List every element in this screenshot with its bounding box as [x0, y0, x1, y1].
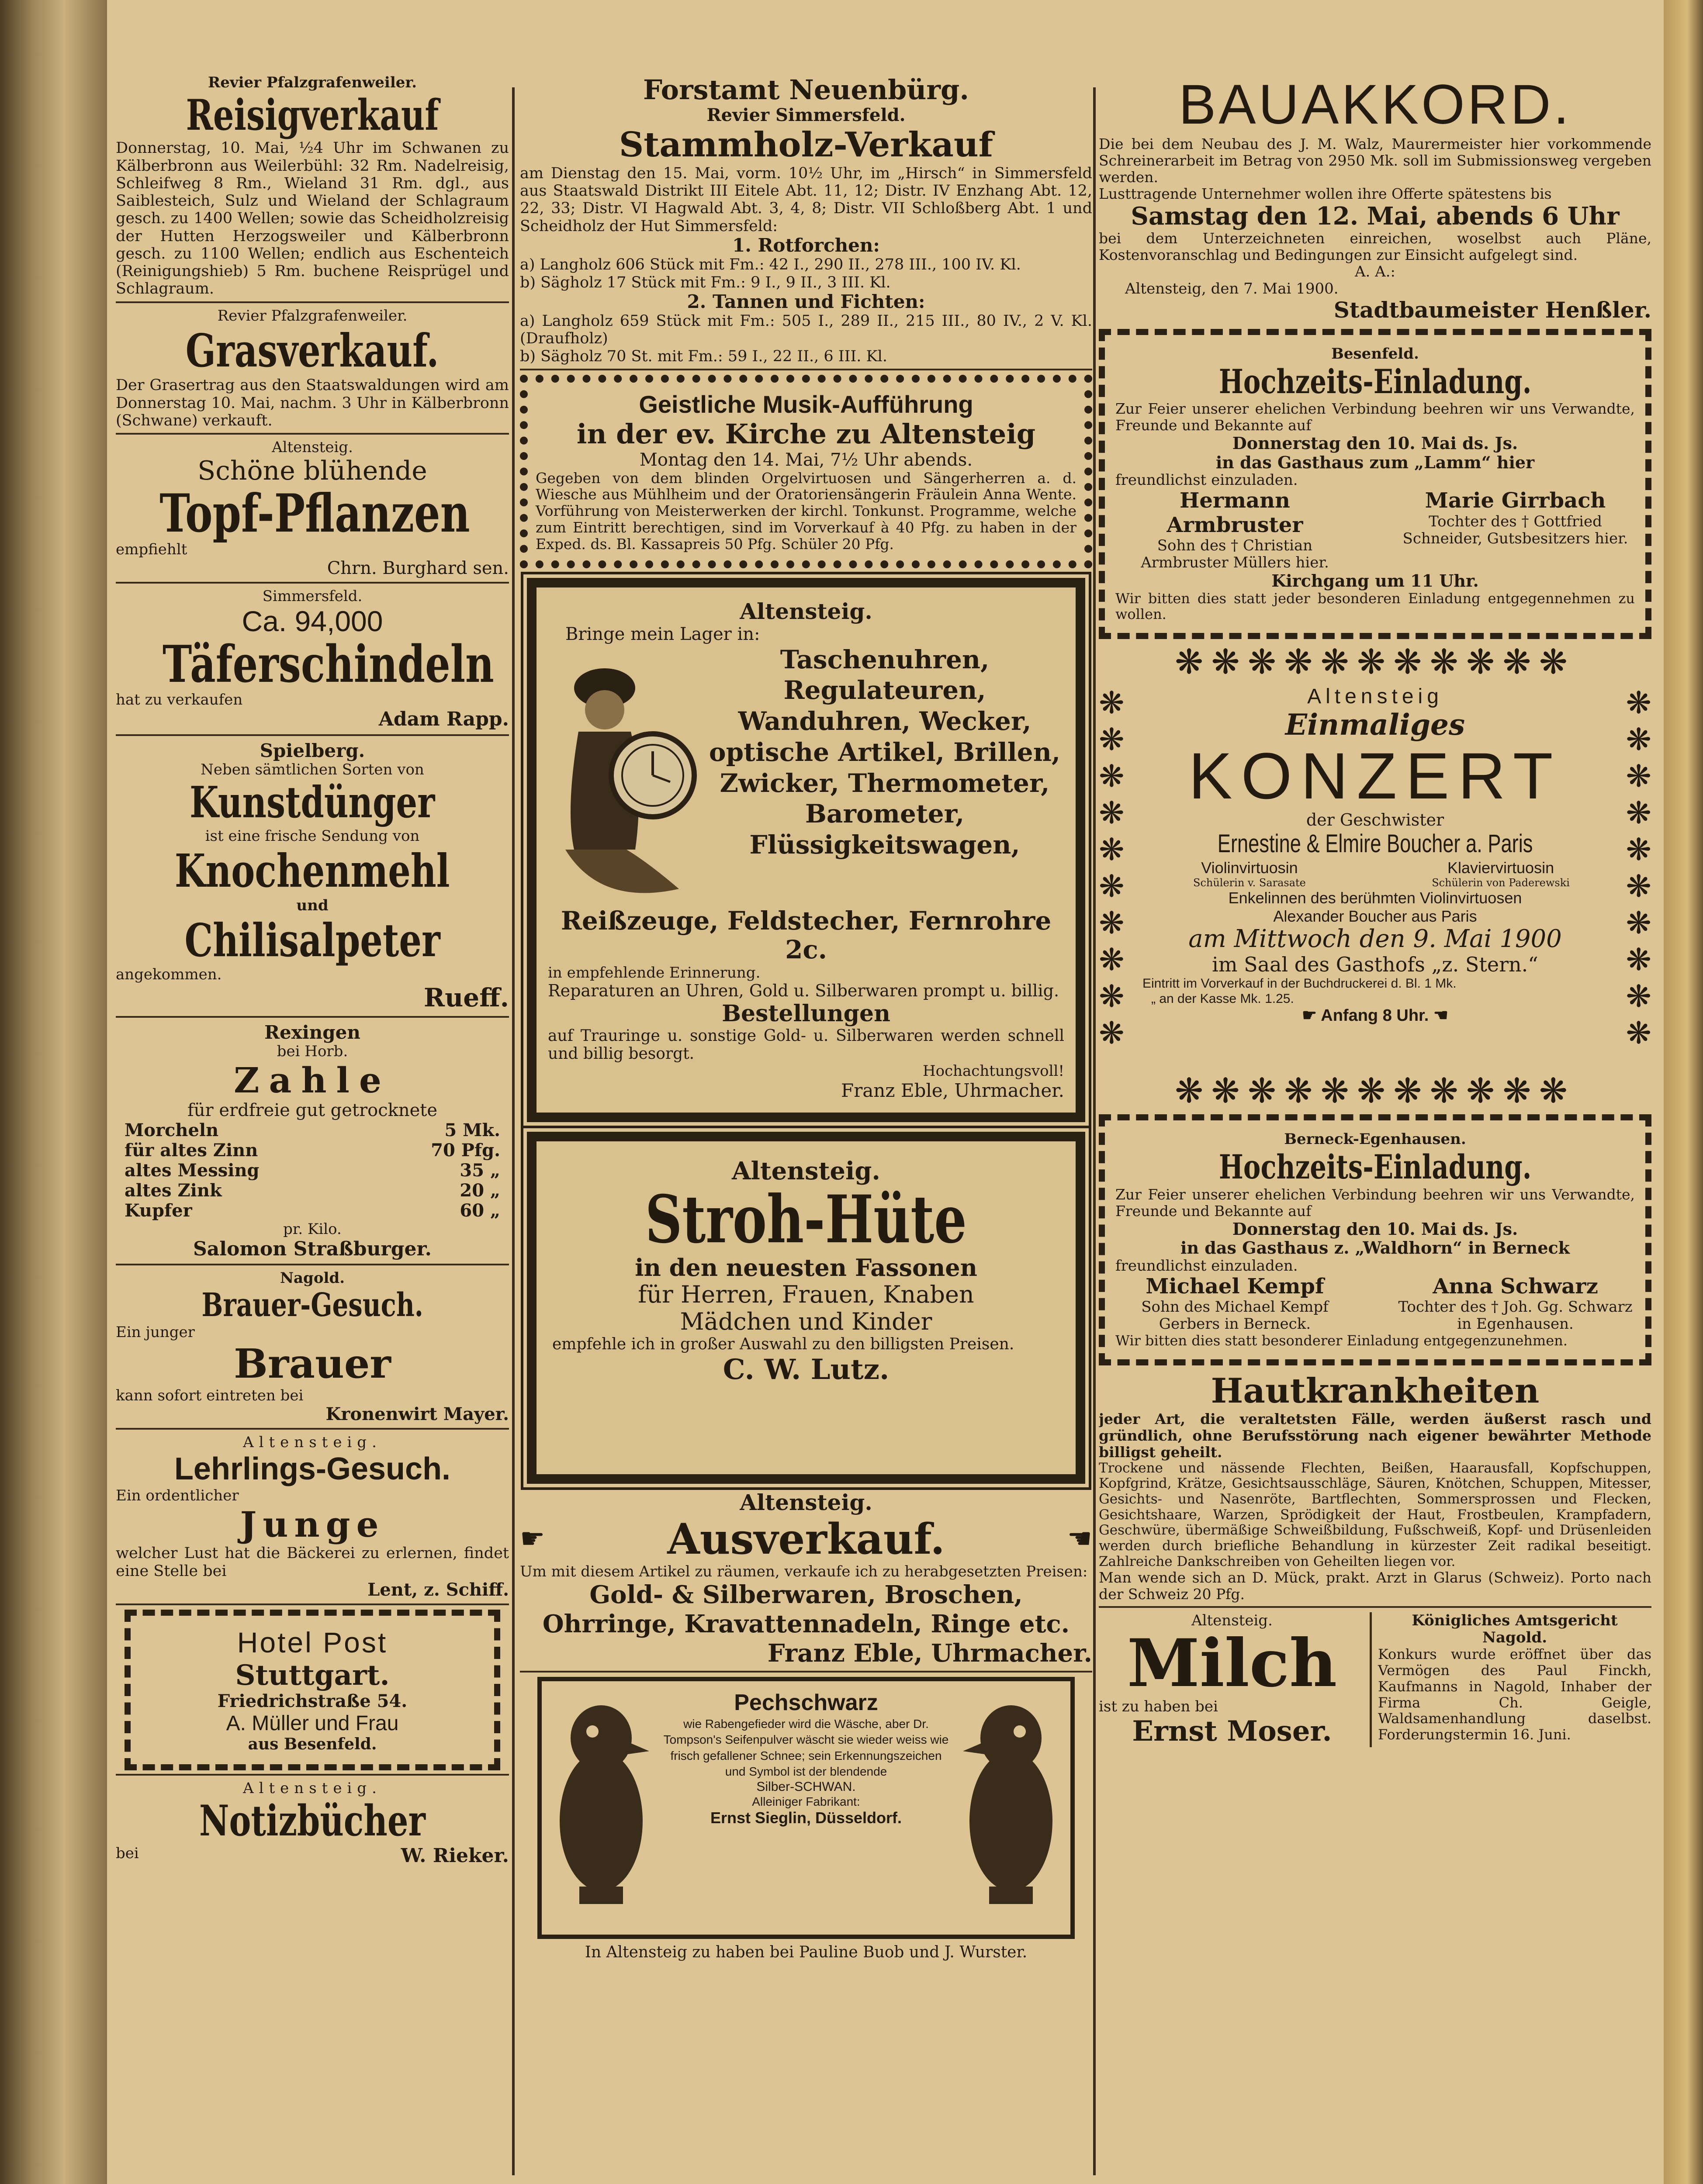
ad-title-2: Knochenmehl	[175, 844, 450, 898]
bride-info: Tochter des † Joh. Gg. Schwarz in Egenhausen.	[1398, 1298, 1633, 1333]
ad-line: Ein junger	[116, 1324, 195, 1341]
column-2	[520, 74, 1092, 2184]
ad-title-2: in der ev. Kirche zu Altensteig	[576, 418, 1036, 450]
ad-date: Montag den 14. Mai, 7½ Uhr abends.	[639, 449, 973, 470]
ad-header: Revier Pfalzgrafenweiler.	[217, 307, 408, 325]
bride-name: Anna Schwarz	[1433, 1274, 1598, 1299]
pointing-hand-left-icon: ☚	[1067, 1523, 1092, 1555]
ad-line: in den neuesten Fassonen	[635, 1254, 977, 1282]
ad-signature: Ernst Moser.	[1132, 1714, 1332, 1748]
ad-signature: Salomon Straßburger.	[193, 1237, 432, 1260]
ad-footer	[116, 1845, 509, 1867]
ad-line: b) Sägholz 70 St. mit Fm.: 59 I., 22 II., 6 III. Kl.	[520, 347, 887, 365]
ad-header: Altensteig	[1307, 685, 1443, 708]
ad-header: Altensteig.	[272, 439, 353, 456]
flower-border-right: ❋ ❋ ❋ ❋ ❋ ❋ ❋ ❋ ❋ ❋	[1626, 685, 1651, 1051]
ad-stroh-huete	[527, 1132, 1085, 1484]
ad-subtitle: Bestellungen	[722, 1000, 890, 1027]
ad-grasverkauf	[116, 308, 509, 429]
bride-name: Marie Girrbach	[1425, 488, 1606, 513]
ad-line: ist zu haben bei	[1099, 1697, 1218, 1715]
groom-info: Sohn des † Christian Armbruster Müllers hier.	[1141, 536, 1329, 571]
groom-info: Sohn des Michael Kempf Gerbers in Berneck.	[1141, 1298, 1329, 1333]
ad-sub: Einmaliges	[1285, 708, 1465, 742]
ad-header: Altensteig.	[740, 598, 872, 625]
price-value: 70 Pfg.	[431, 1140, 500, 1161]
price-row	[116, 1120, 509, 1140]
ad-title: Hochzeits-Einladung.	[1218, 1147, 1532, 1187]
artists-teachers	[1142, 877, 1608, 889]
pointing-hand-right-icon: ☛	[520, 1523, 545, 1555]
ad-signature: Chrn. Burghard sen.	[327, 558, 509, 579]
ad-main	[548, 644, 1064, 906]
ad-title: Kunstdünger	[190, 778, 435, 828]
couple	[1115, 489, 1635, 571]
ad-swan: Silber-SCHWAN.	[756, 1780, 856, 1794]
separator	[116, 1428, 509, 1430]
ad-hotel-post	[125, 1610, 500, 1770]
ad-line: auf Trauringe u. sonstige Gold- u. Silberwaren werden schnell und billig besorgt.	[548, 1026, 1064, 1063]
ad-price: Eintritt im Vorverkauf in der Buchdruckerei d. Bl. 1 Mk.	[1142, 976, 1457, 991]
bride-info: Tochter des † Gottfried Schneider, Gutsbesitzers hier.	[1402, 512, 1628, 547]
pointing-hand-left-icon: ☚	[1433, 1006, 1448, 1025]
ad-line: Bringe mein Lager in:	[565, 624, 760, 644]
ad-body: am Dienstag den 15. Mai, vorm. 10½ Uhr, im „Hirsch“ in Simmersfeld aus Staatswald Distrikt III Eitele Abt. 11, 12; Distr. IV Enzhang Abt. 12, 22, 33; Distr. VI Hagwald Abt. 3, 4, 8; Distr. VII Schloßberg Abt. 1 und Scheidholz der Hut Simmersfeld:	[520, 164, 1092, 235]
ad-line: Schöne blühende	[197, 456, 427, 487]
ad-origin: aus Besenfeld.	[248, 1735, 377, 1754]
ad-header: Altensteig.	[243, 1434, 382, 1451]
ad-title: Brauer-Gesuch.	[201, 1286, 423, 1324]
ad-title: Notizbücher	[199, 1796, 426, 1845]
ad-footer: In Altensteig zu haben bei Pauline Buob und J. Wurster.	[585, 1943, 1028, 1961]
book-spine-edge	[0, 0, 107, 2184]
ad-body: Gegeben von dem blinden Orgelvirtuosen und Sängerherren a. d. Wiesche aus Mühlheim und der Oratoriensängerin Fräulein Anna Wente. Vorführung von Meisterwerken der kirchl. Tonkunst. Programme, welche zum Eintritt berechtigen, sind im Vorverkauf à 40 Pfg. zu haben in der Exped. ds. Bl. Kassapreis 50 Pfg. Schüler 20 Pfg.	[536, 469, 1076, 553]
ad-note: Wir bitten dies statt besonderer Einladung entgegenzunehmen.	[1115, 1332, 1568, 1349]
column-rule-1	[512, 87, 515, 2175]
price-item: altes Zink	[125, 1180, 222, 1201]
ad-header: Revier Pfalzgrafenweiler.	[208, 74, 417, 91]
ad-line: pr. Kilo.	[283, 1220, 342, 1238]
price-row	[116, 1181, 509, 1201]
ad-kunstduenger	[116, 740, 509, 1013]
ad-items: Gold- & Silberwaren, Broschen, Ohrringe, Kravattennadeln, Ringe etc.	[542, 1580, 1070, 1639]
ad-date: am Mittwoch den 9. Mai 1900	[1188, 924, 1562, 953]
ad-milch	[1099, 1612, 1372, 1747]
price-item: Kupfer	[125, 1200, 192, 1221]
separator	[116, 1603, 509, 1605]
ad-line: für Herren, Frauen, Knaben	[638, 1281, 974, 1309]
ad-title: Zahle	[234, 1060, 391, 1101]
ad-title: Königliches Amtsgericht Nagold.	[1412, 1612, 1618, 1647]
ad-reisigverkauf	[116, 74, 509, 298]
separator	[116, 734, 509, 736]
price-list	[116, 1120, 509, 1221]
ad-lehrlings-gesuch	[116, 1434, 509, 1600]
groom-name: Hermann Armbruster	[1166, 488, 1303, 537]
ad-place: in das Gasthaus zum „Lamm“ hier	[1215, 452, 1535, 472]
ad-line: Ca. 94,000	[242, 605, 383, 638]
book-right-edge	[1664, 0, 1703, 2184]
ad-start	[1142, 1006, 1608, 1026]
ad-signature: Franz Eble, Uhrmacher.	[767, 1638, 1092, 1668]
woman-with-clock-illustration	[548, 644, 705, 906]
bride	[1396, 489, 1635, 571]
ad-uhren-franz-eble	[527, 578, 1085, 1122]
flower-border-left: ❋ ❋ ❋ ❋ ❋ ❋ ❋ ❋ ❋ ❋	[1099, 685, 1125, 1051]
couple	[1115, 1275, 1635, 1333]
ad-header: Altensteig.	[1191, 1612, 1273, 1630]
ad-body: Die bei dem Neubau des J. M. Walz, Maurermeister hier vorkommende Schreinerarbeit im Betrag von 2950 Mk. soll im Submissionsweg vergeben werden.	[1099, 135, 1651, 186]
ad-line: freundlichst einzuladen.	[1115, 1257, 1298, 1275]
ad-header: Forstamt Neuenbürg.	[643, 74, 969, 106]
bride	[1396, 1275, 1635, 1333]
ad-body: Zur Feier unserer ehelichen Verbindung beehren wir uns Verwandte, Freunde und Bekannte auf	[1115, 400, 1635, 434]
separator	[520, 1671, 1092, 1673]
ad-header: Simmersfeld.	[262, 587, 363, 605]
ad-signature: Adam Rapp.	[378, 708, 509, 731]
ad-header: Berneck-Egenhausen.	[1284, 1130, 1466, 1148]
ad-line: empfehle ich in großer Auswahl zu den billigsten Preisen.	[552, 1335, 1014, 1354]
ad-body: Der Grasertrag aus den Staatswaldungen wird am Donnerstag 10. Mai, nachm. 3 Uhr in Kälberbronn (Schwane) verkauft.	[116, 377, 509, 429]
ad-line: a) Langholz 659 Stück mit Fm.: 505 I., 289 II., 215 III., 80 IV., 2 V. Kl. (Draufholz)	[520, 312, 1092, 348]
ad-taeferschindeln	[116, 588, 509, 730]
start-time: Anfang 8 Uhr.	[1321, 1006, 1429, 1025]
flower-border-bottom: ❋❋❋❋❋❋❋❋❋❋❋	[1175, 1074, 1575, 1109]
groom	[1115, 1275, 1354, 1333]
ad-body: bei dem Unterzeichneten einreichen, woselbst auch Pläne, Kostenvoranschlag und Bedingungen zur Einsicht aufgelegt sind.	[1099, 229, 1651, 263]
ad-body: Konkurs wurde eröffnet über das Vermögen des Paul Finckh, Kaufmanns in Nagold, Inhaber der Firma Ch. Geigle, Waldsamenhandlung daselbst. Forderungstermin 16. Juni.	[1378, 1646, 1651, 1743]
ad-header: Besenfeld.	[1331, 345, 1419, 363]
column-1	[116, 74, 509, 2184]
ad-line: Um mit diesem Artikel zu räumen, verkaufe ich zu herabgesetzten Preisen:	[520, 1563, 1088, 1581]
ad-title: Hautkrankheiten	[1211, 1371, 1540, 1411]
groom-name: Michael Kempf	[1146, 1274, 1324, 1299]
ad-title: Topf-Pflanzen	[159, 483, 470, 545]
price-value: 60 „	[460, 1200, 500, 1221]
ad-line: a) Langholz 606 Stück mit Fm.: 42 I., 290 II., 278 III., 100 IV. Kl.	[520, 256, 1021, 274]
separator	[116, 1264, 509, 1265]
ad-pechschwarz-seifenpulver	[537, 1677, 1075, 1939]
ad-signature: W. Rieker.	[401, 1845, 509, 1867]
ad-title-2: Brauer	[234, 1340, 391, 1388]
ad-place: in das Gasthaus z. „Waldhorn“ in Berneck	[1180, 1238, 1570, 1258]
role-piano: Klaviervirtuosin	[1447, 859, 1554, 877]
ad-title: KONZERT	[1188, 739, 1562, 813]
ad-title: Ausverkauf.	[667, 1514, 945, 1564]
ad-firm: Ernst Sieglin, Düsseldorf.	[710, 1809, 902, 1827]
ad-signature: Rueff.	[423, 983, 509, 1013]
ad-line: empfiehlt	[116, 541, 187, 559]
ad-items-2: Reißzeuge, Feldstecher, Fernrohre 2c.	[561, 905, 1052, 965]
ad-body: wie Rabengefieder wird die Wäsche, aber Dr. Tompson's Seifenpulver wäscht sie wieder weiss wie frisch gefallener Schnee; sein Erkennungszeichen und Symbol ist der blendende	[663, 1717, 949, 1778]
ad-header: Altensteig.	[740, 1489, 872, 1516]
ad-line: der Geschwister	[1306, 810, 1444, 829]
ad-stammholz-verkauf	[520, 74, 1092, 365]
ad-hautkrankheiten	[1099, 1372, 1651, 1603]
price-row	[116, 1161, 509, 1181]
ad-text	[660, 1690, 952, 1827]
ad-title: Lehrlings-Gesuch.	[174, 1451, 451, 1487]
pupil-sarasate: Schülerin v. Sarasate	[1193, 876, 1306, 889]
ad-line: und	[296, 896, 329, 914]
ad-street: Friedrichstraße 54.	[217, 1691, 408, 1712]
ad-church: Kirchgang um 11 Uhr.	[1271, 570, 1479, 591]
ad-body: Trockene und nässende Flechten, Beißen, Haarausfall, Kopfschuppen, Kopfgrind, Krätze, Gesichtsausschläge, Säuren, Knötchen, Schuppen, Mitesser, Gesichts- und Nasenröte, Bartflechten, Sommersprossen und Flecken, Gesichtshaare, Warzen, Sprödigkeit der Haut, Frostbeulen, Krampfadern, Geschwüre, übermäßige Schweißbildung, Fußschweiß, Kopf- und Drüsenleiden werden durch briefliche Behandlung in kürzester Zeit radikal beseitigt. Zahlreiche Dankschreiben von Geheilten liegen vor.	[1099, 1460, 1651, 1569]
separator	[116, 582, 509, 584]
ad-line: bei	[116, 1845, 139, 1863]
pupil-paderewski: Schülerin von Paderewski	[1432, 876, 1570, 889]
clock-illustration-icon	[548, 644, 705, 906]
raven-left-icon	[549, 1690, 654, 1908]
price-item: Morcheln	[125, 1120, 219, 1141]
ad-title: Geistliche Musik-Aufführung	[639, 390, 973, 418]
ad-title-2: Junge	[240, 1504, 385, 1545]
price-value: 5 Mk.	[444, 1120, 500, 1141]
ad-bauakkord	[1099, 74, 1651, 323]
ad-date: Donnerstag den 10. Mai ds. Js.	[1232, 1219, 1518, 1239]
ad-date: Donnerstag den 10. Mai ds. Js.	[1232, 433, 1518, 453]
ad-title: BAUAKKORD.	[1178, 74, 1572, 136]
ad-ausverkauf	[520, 1490, 1092, 1667]
ad-line: angekommen.	[116, 966, 222, 984]
ad-topf-pflanzen	[116, 439, 509, 578]
ad-line: kann sofort eintreten bei	[116, 1387, 304, 1405]
ad-line: für erdfreie gut getrocknete	[187, 1100, 438, 1121]
ad-body: Zur Feier unserer ehelichen Verbindung beehren wir uns Verwandte, Freunde und Bekannte auf	[1115, 1185, 1635, 1220]
ad-sub: bei Horb.	[277, 1043, 348, 1061]
ad-city: Stuttgart.	[235, 1659, 390, 1692]
ad-signature: Lent, z. Schiff.	[367, 1579, 509, 1600]
separator	[116, 1774, 509, 1776]
ad-hochzeit-berneck	[1099, 1114, 1651, 1365]
ad-sub: Revier Simmersfeld.	[706, 105, 906, 126]
ad-brauer-gesuch	[116, 1270, 509, 1424]
ad-signature: Kronenwirt Mayer.	[325, 1404, 509, 1425]
ad-notizbuecher	[116, 1780, 509, 1867]
bottom-row	[1099, 1612, 1651, 1747]
ad-title-row	[520, 1515, 1092, 1563]
ad-title: Hotel Post	[237, 1626, 388, 1659]
ad-body: jeder Art, die veraltetsten Fälle, werden äußerst rasch und gründlich, ohne Berufsstörung nach eigener bewährter Methode billigst geheilt.	[1099, 1410, 1651, 1461]
ad-title: Hochzeits-Einladung.	[1218, 362, 1532, 401]
artists-roles	[1142, 859, 1608, 877]
ad-line: ist eine frische Sendung von	[205, 827, 420, 845]
price-value: 35 „	[460, 1160, 500, 1181]
separator	[116, 301, 509, 303]
ad-zahle	[116, 1022, 509, 1260]
ad-line: Enkelinnen des berühmten Violinvirtuosen	[1228, 889, 1522, 907]
ad-greeting: Hochachtungsvoll!	[922, 1062, 1064, 1080]
ad-maker: Alleiniger Fabrikant:	[752, 1794, 860, 1808]
ad-line: Alexander Boucher aus Paris	[1273, 907, 1477, 925]
ad-konzert	[1099, 645, 1651, 1108]
separator	[520, 369, 1092, 370]
separator	[116, 1016, 509, 1018]
pointing-hand-right-icon: ☛	[1302, 1006, 1317, 1025]
separator	[116, 433, 509, 435]
ad-header: Altensteig.	[243, 1779, 382, 1797]
separator	[1099, 1606, 1651, 1608]
ad-body: Lusttragende Unternehmer wollen ihre Offerte spätestens bis	[1099, 185, 1552, 202]
ad-title: Täferschindeln	[163, 635, 494, 695]
ad-price: „ an der Kasse Mk. 1.25.	[1151, 991, 1294, 1006]
ad-header: Nagold.	[280, 1269, 345, 1287]
price-value: 20 „	[460, 1180, 500, 1201]
flower-border-top: ❋❋❋❋❋❋❋❋❋❋❋	[1175, 645, 1575, 680]
ad-section: 1. Rotforchen:	[732, 234, 880, 256]
ad-signature: C. W. Lutz.	[723, 1353, 890, 1386]
ad-hochzeit-besenfeld	[1099, 329, 1651, 639]
ad-header: Spielberg.	[260, 740, 365, 761]
ad-line: Neben sämtlichen Sorten von	[201, 761, 424, 779]
ad-section: 2. Tannen und Fichten:	[687, 290, 925, 312]
ad-place: im Saal des Gasthofs „z. Stern.“	[1212, 953, 1538, 977]
ad-items: Taschenuhren, Regulateuren, Wanduhren, Wecker, optische Artikel, Brillen, Zwicker, Thermometer, Barometer, Flüssigkeitswagen,	[709, 644, 1061, 860]
ad-body: Man wende sich an D. Mück, prakt. Arzt in Glarus (Schweiz). Porto nach der Schweiz 20 Pfg.	[1099, 1569, 1651, 1603]
price-row	[116, 1201, 509, 1221]
ad-header: Rexingen	[264, 1022, 360, 1044]
ad-line: A. A.:	[1355, 263, 1395, 280]
ad-owner: A. Müller und Frau	[226, 1712, 399, 1735]
price-item: altes Messing	[125, 1160, 260, 1181]
ad-title: Stroh-Hüte	[645, 1181, 967, 1258]
ad-title: Grasverkauf.	[186, 323, 439, 377]
ad-line: b) Sägholz 17 Stück mit Fm.: 9 I., 9 II., 3 III. Kl.	[520, 273, 891, 291]
ad-title: Reisigverkauf	[186, 90, 439, 140]
price-item: für altes Zinn	[125, 1140, 258, 1161]
ad-title: Stammholz-Verkauf	[619, 125, 993, 165]
ad-title: Milch	[1127, 1625, 1337, 1702]
ad-repair: Reparaturen an Uhren, Gold u. Silberwaren prompt u. billig.	[548, 981, 1059, 1001]
ad-note: Wir bitten dies statt jeder besonderen Einladung entgegennehmen zu wollen.	[1115, 590, 1635, 623]
ad-header: Altensteig.	[732, 1157, 880, 1186]
ad-line: welcher Lust hat die Bäckerei zu erlernen, findet eine Stelle bei	[116, 1545, 509, 1580]
column-3	[1099, 74, 1651, 2184]
ad-line: Ein ordentlicher	[116, 1487, 239, 1505]
raven-right-icon	[959, 1690, 1063, 1908]
price-row	[116, 1140, 509, 1161]
ad-body: Donnerstag, 10. Mai, ½4 Uhr im Schwanen zu Kälberbronn aus Weilerbühl: 32 Rm. Nadelreisig, Schleifweg 8 Rm., Wieland 31 Rm. dgl., aus Saiblesteich, Sulz und Wieland der Schlagraum gesch. zu 1400 Wellen; sowie das Scheidholzreisig der Hutten Herzogsweiler und Kälberbronn gesch. zu 1100 Wellen; endlich aus Eschenteich (Reinigungshieb) 5 Rm. buchene Reisprügel und Schlagraum.	[116, 139, 509, 298]
artists-names: Ernestine & Elmire Boucher a. Paris	[1217, 829, 1533, 858]
ad-date: Samstag den 12. Mai, abends 6 Uhr	[1131, 201, 1620, 231]
ad-line: Mädchen und Kinder	[680, 1308, 932, 1336]
ad-konkurs	[1372, 1612, 1651, 1747]
column-rule-2	[1093, 87, 1096, 2175]
groom	[1115, 489, 1354, 571]
ad-musik-auffuehrung	[520, 375, 1092, 568]
ad-signature: Franz Eble, Uhrmacher.	[841, 1079, 1064, 1101]
ad-content	[1142, 684, 1608, 1026]
role-violin: Violinvirtuosin	[1201, 859, 1298, 877]
ad-title-3: Chilisalpeter	[184, 913, 440, 967]
ad-line: hat zu verkaufen	[116, 691, 243, 709]
ad-place: Altensteig, den 7. Mai 1900.	[1125, 280, 1339, 297]
ad-signature: Stadtbaumeister Henßler.	[1333, 297, 1651, 323]
ad-line: freundlichst einzuladen.	[1115, 471, 1298, 489]
ad-line: in empfehlende Erinnerung.	[548, 964, 761, 982]
ad-title: Pechschwarz	[734, 1690, 878, 1715]
